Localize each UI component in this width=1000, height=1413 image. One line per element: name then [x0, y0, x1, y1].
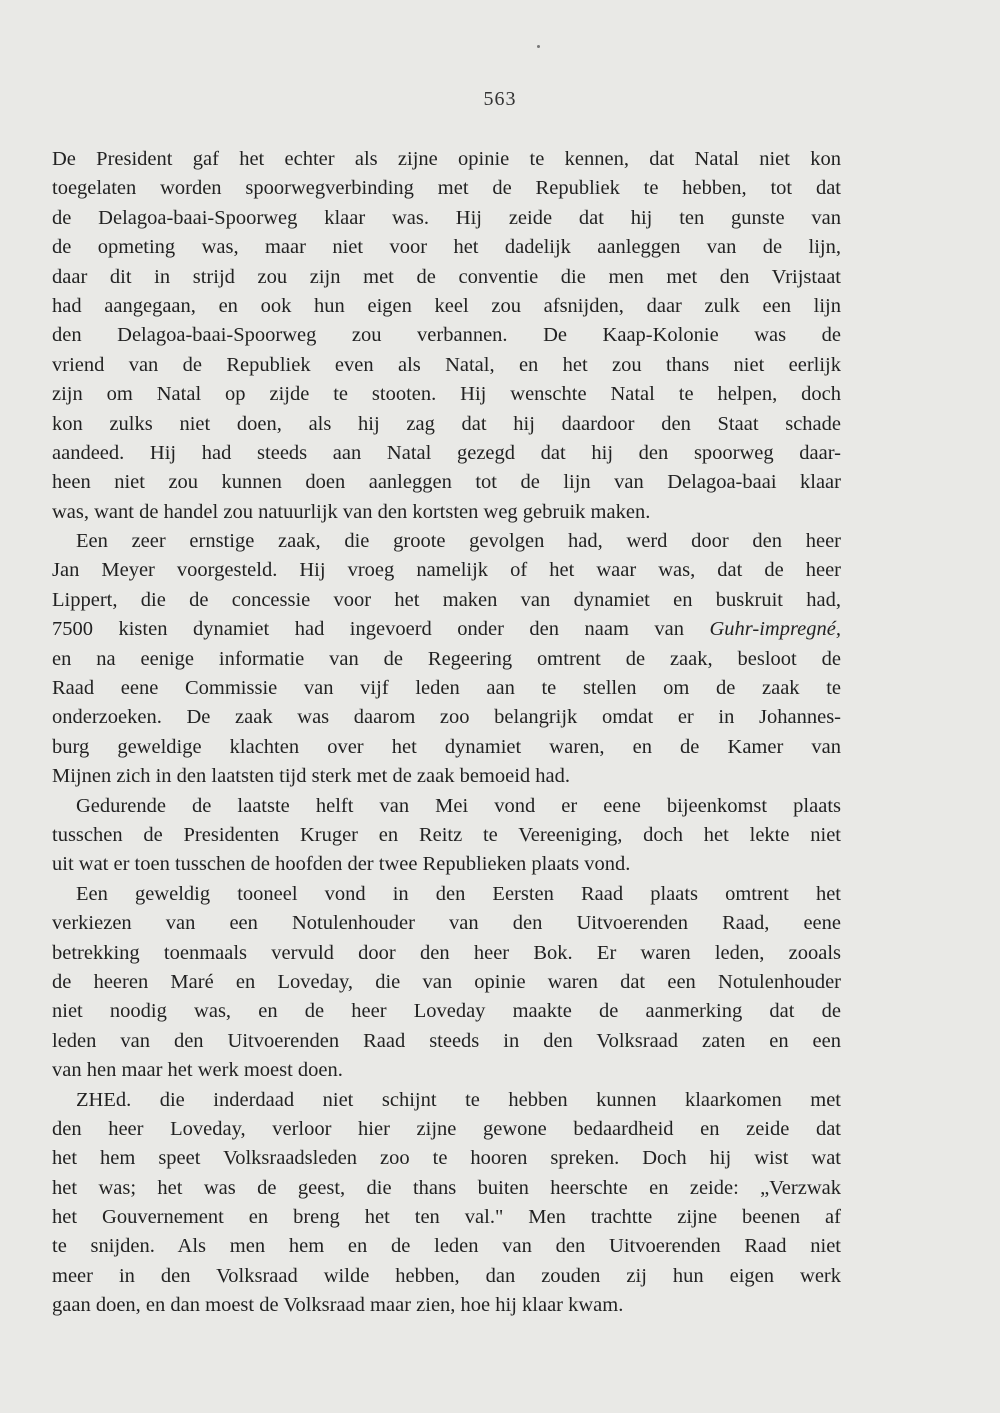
text-line: [52, 174, 841, 203]
text-line-content: Een zeer ernstige zaak, die groote gevolgen had, werd door den heer: [76, 530, 841, 553]
text-line: [52, 263, 841, 292]
text-line: [52, 586, 841, 615]
text-line-content: Raad eene Commissie van vijf leden aan te stellen om de zaak te: [52, 677, 841, 700]
text-line: [52, 674, 841, 703]
text-line-content: 7500 kisten dynamiet had ingevoerd onder den naam van: [52, 618, 710, 641]
text-line-content: Gedurende de laatste helft van Mei vond er eene bijeenkomst plaats: [76, 794, 841, 817]
text-line-content: van hen maar het werk moest doen.: [52, 1059, 343, 1082]
text-line: [52, 615, 841, 644]
text-line-content: te snijden. Als men hem en de leden van den Uitvoerenden Raad niet: [52, 1235, 841, 1258]
text-line-content: betrekking toenmaals vervuld door den heer Bok. Er waren leden, zooals: [52, 941, 841, 964]
text-line: [52, 204, 841, 233]
text-line-content: den heer Loveday, verloor hier zijne gewone bedaardheid en zeide dat: [52, 1117, 841, 1140]
text-line: [52, 939, 841, 968]
text-line-content: leden van den Uitvoerenden Raad steeds in den Volksraad zaten en een: [52, 1029, 841, 1052]
text-line-content: tusschen de Presidenten Kruger en Reitz te Vereeniging, doch het lekte niet: [52, 823, 841, 846]
text-line: [52, 1174, 841, 1203]
text-line: [52, 1056, 841, 1085]
text-line: [52, 1262, 841, 1291]
text-line: [52, 792, 841, 821]
text-line-content: ZHEd. die inderdaad niet schijnt te hebben kunnen klaarkomen met: [76, 1088, 841, 1111]
text-line-content: toegelaten worden spoorwegverbinding met de Republiek te hebben, tot dat: [52, 177, 841, 200]
text-line: [52, 292, 841, 321]
text-line: [52, 1144, 841, 1173]
text-line: [52, 909, 841, 938]
text-line: [52, 410, 841, 439]
text-line-content: meer in den Volksraad wilde hebben, dan zouden zij hun eigen werk: [52, 1264, 841, 1287]
paper-speck: [537, 45, 540, 48]
text-line: [52, 703, 841, 732]
text-line: [52, 351, 841, 380]
text-line-content: uit wat er toen tusschen de hoofden der twee Republieken plaats vond.: [52, 853, 631, 876]
italic-term: Guhr-impregné,: [709, 618, 841, 641]
text-line: [52, 1115, 841, 1144]
text-line-content: burg geweldige klachten over het dynamiet waren, en de Kamer van: [52, 735, 841, 758]
text-line-content: daar dit in strijd zou zijn met de conventie die men met den Vrijstaat: [52, 265, 841, 288]
page-number: 563: [483, 88, 517, 110]
text-line: [52, 645, 841, 674]
text-line-content: onderzoeken. De zaak was daarom zoo belangrijk omdat er in Johannes-: [52, 706, 841, 729]
text-line-content: Mijnen zich in den laatsten tijd sterk met de zaak bemoeid had.: [52, 765, 571, 788]
text-line: [52, 733, 841, 762]
text-line: [52, 1086, 841, 1115]
text-line-content: had aangegaan, en ook hun eigen keel zou afsnijden, daar zulk een lijn: [52, 294, 841, 317]
text-line: [52, 468, 841, 497]
text-line-content: gaan doen, en dan moest de Volksraad maar zien, hoe hij klaar kwam.: [52, 1294, 624, 1317]
text-line-content: en na eenige informatie van de Regeering omtrent de zaak, besloot de: [52, 647, 841, 670]
text-line: [52, 527, 841, 556]
text-line-content: kon zulks niet doen, als hij zag dat hij daardoor den Staat schade: [52, 412, 841, 435]
text-line-content: zijn om Natal op zijde te stooten. Hij wenschte Natal te helpen, doch: [52, 383, 841, 406]
text-line-content: verkiezen van een Notulenhouder van den Uitvoerenden Raad, eene: [52, 912, 841, 935]
text-line-content: den Delagoa-baai-Spoorweg zou verbannen. De Kaap-Kolonie was de: [52, 324, 841, 347]
text-line: [52, 321, 841, 350]
text-line: [52, 1027, 841, 1056]
text-line-content: het was; het was de geest, die thans buiten heerschte en zeide: „Verzwak: [52, 1176, 841, 1199]
text-line: [52, 880, 841, 909]
text-line-content: Lippert, die de concessie voor het maken van dynamiet en buskruit had,: [52, 588, 841, 611]
text-line: [52, 997, 841, 1026]
text-line-content: het hem speet Volksraadsleden zoo te hooren spreken. Doch hij wist wat: [52, 1147, 841, 1170]
text-line: [52, 556, 841, 585]
text-line: [52, 1232, 841, 1261]
text-line: [52, 1203, 841, 1232]
text-line-content: aandeed. Hij had steeds aan Natal gezegd dat hij den spoorweg daar-: [52, 441, 841, 464]
text-line-content: de heeren Maré en Loveday, die van opinie waren dat een Notulenhouder: [52, 970, 841, 993]
text-line: [52, 498, 841, 527]
text-line-content: Een geweldig tooneel vond in den Eersten Raad plaats omtrent het: [76, 882, 841, 905]
text-line-content: de Delagoa-baai-Spoorweg klaar was. Hij zeide dat hij ten gunste van: [52, 206, 841, 229]
text-line-content: heen niet zou kunnen doen aanleggen tot de lijn van Delagoa-baai klaar: [52, 471, 841, 494]
text-line: [52, 821, 841, 850]
text-line-content: Jan Meyer voorgesteld. Hij vroeg namelijk of het waar was, dat de heer: [52, 559, 841, 582]
text-line: [52, 380, 841, 409]
text-line-content: de opmeting was, maar niet voor het dadelijk aanleggen van de lijn,: [52, 236, 841, 259]
text-line-content: was, want de handel zou natuurlijk van den kortsten weg gebruik maken.: [52, 500, 651, 523]
text-line-content: vriend van de Republiek even als Natal, en het zou thans niet eerlijk: [52, 353, 841, 376]
text-line: [52, 968, 841, 997]
text-line-content: niet noodig was, en de heer Loveday maakte de aanmerking dat de: [52, 1000, 841, 1023]
text-line-content: het Gouvernement en breng het ten val." Men trachtte zijne beenen af: [52, 1206, 841, 1229]
text-line: [52, 439, 841, 468]
text-line-content: De President gaf het echter als zijne opinie te kennen, dat Natal niet kon: [52, 148, 841, 170]
text-line: [52, 850, 841, 879]
text-line: [52, 1291, 841, 1320]
text-line: [52, 233, 841, 262]
text-line: [52, 145, 841, 174]
text-line: [52, 762, 841, 791]
body-text: [52, 145, 841, 1321]
